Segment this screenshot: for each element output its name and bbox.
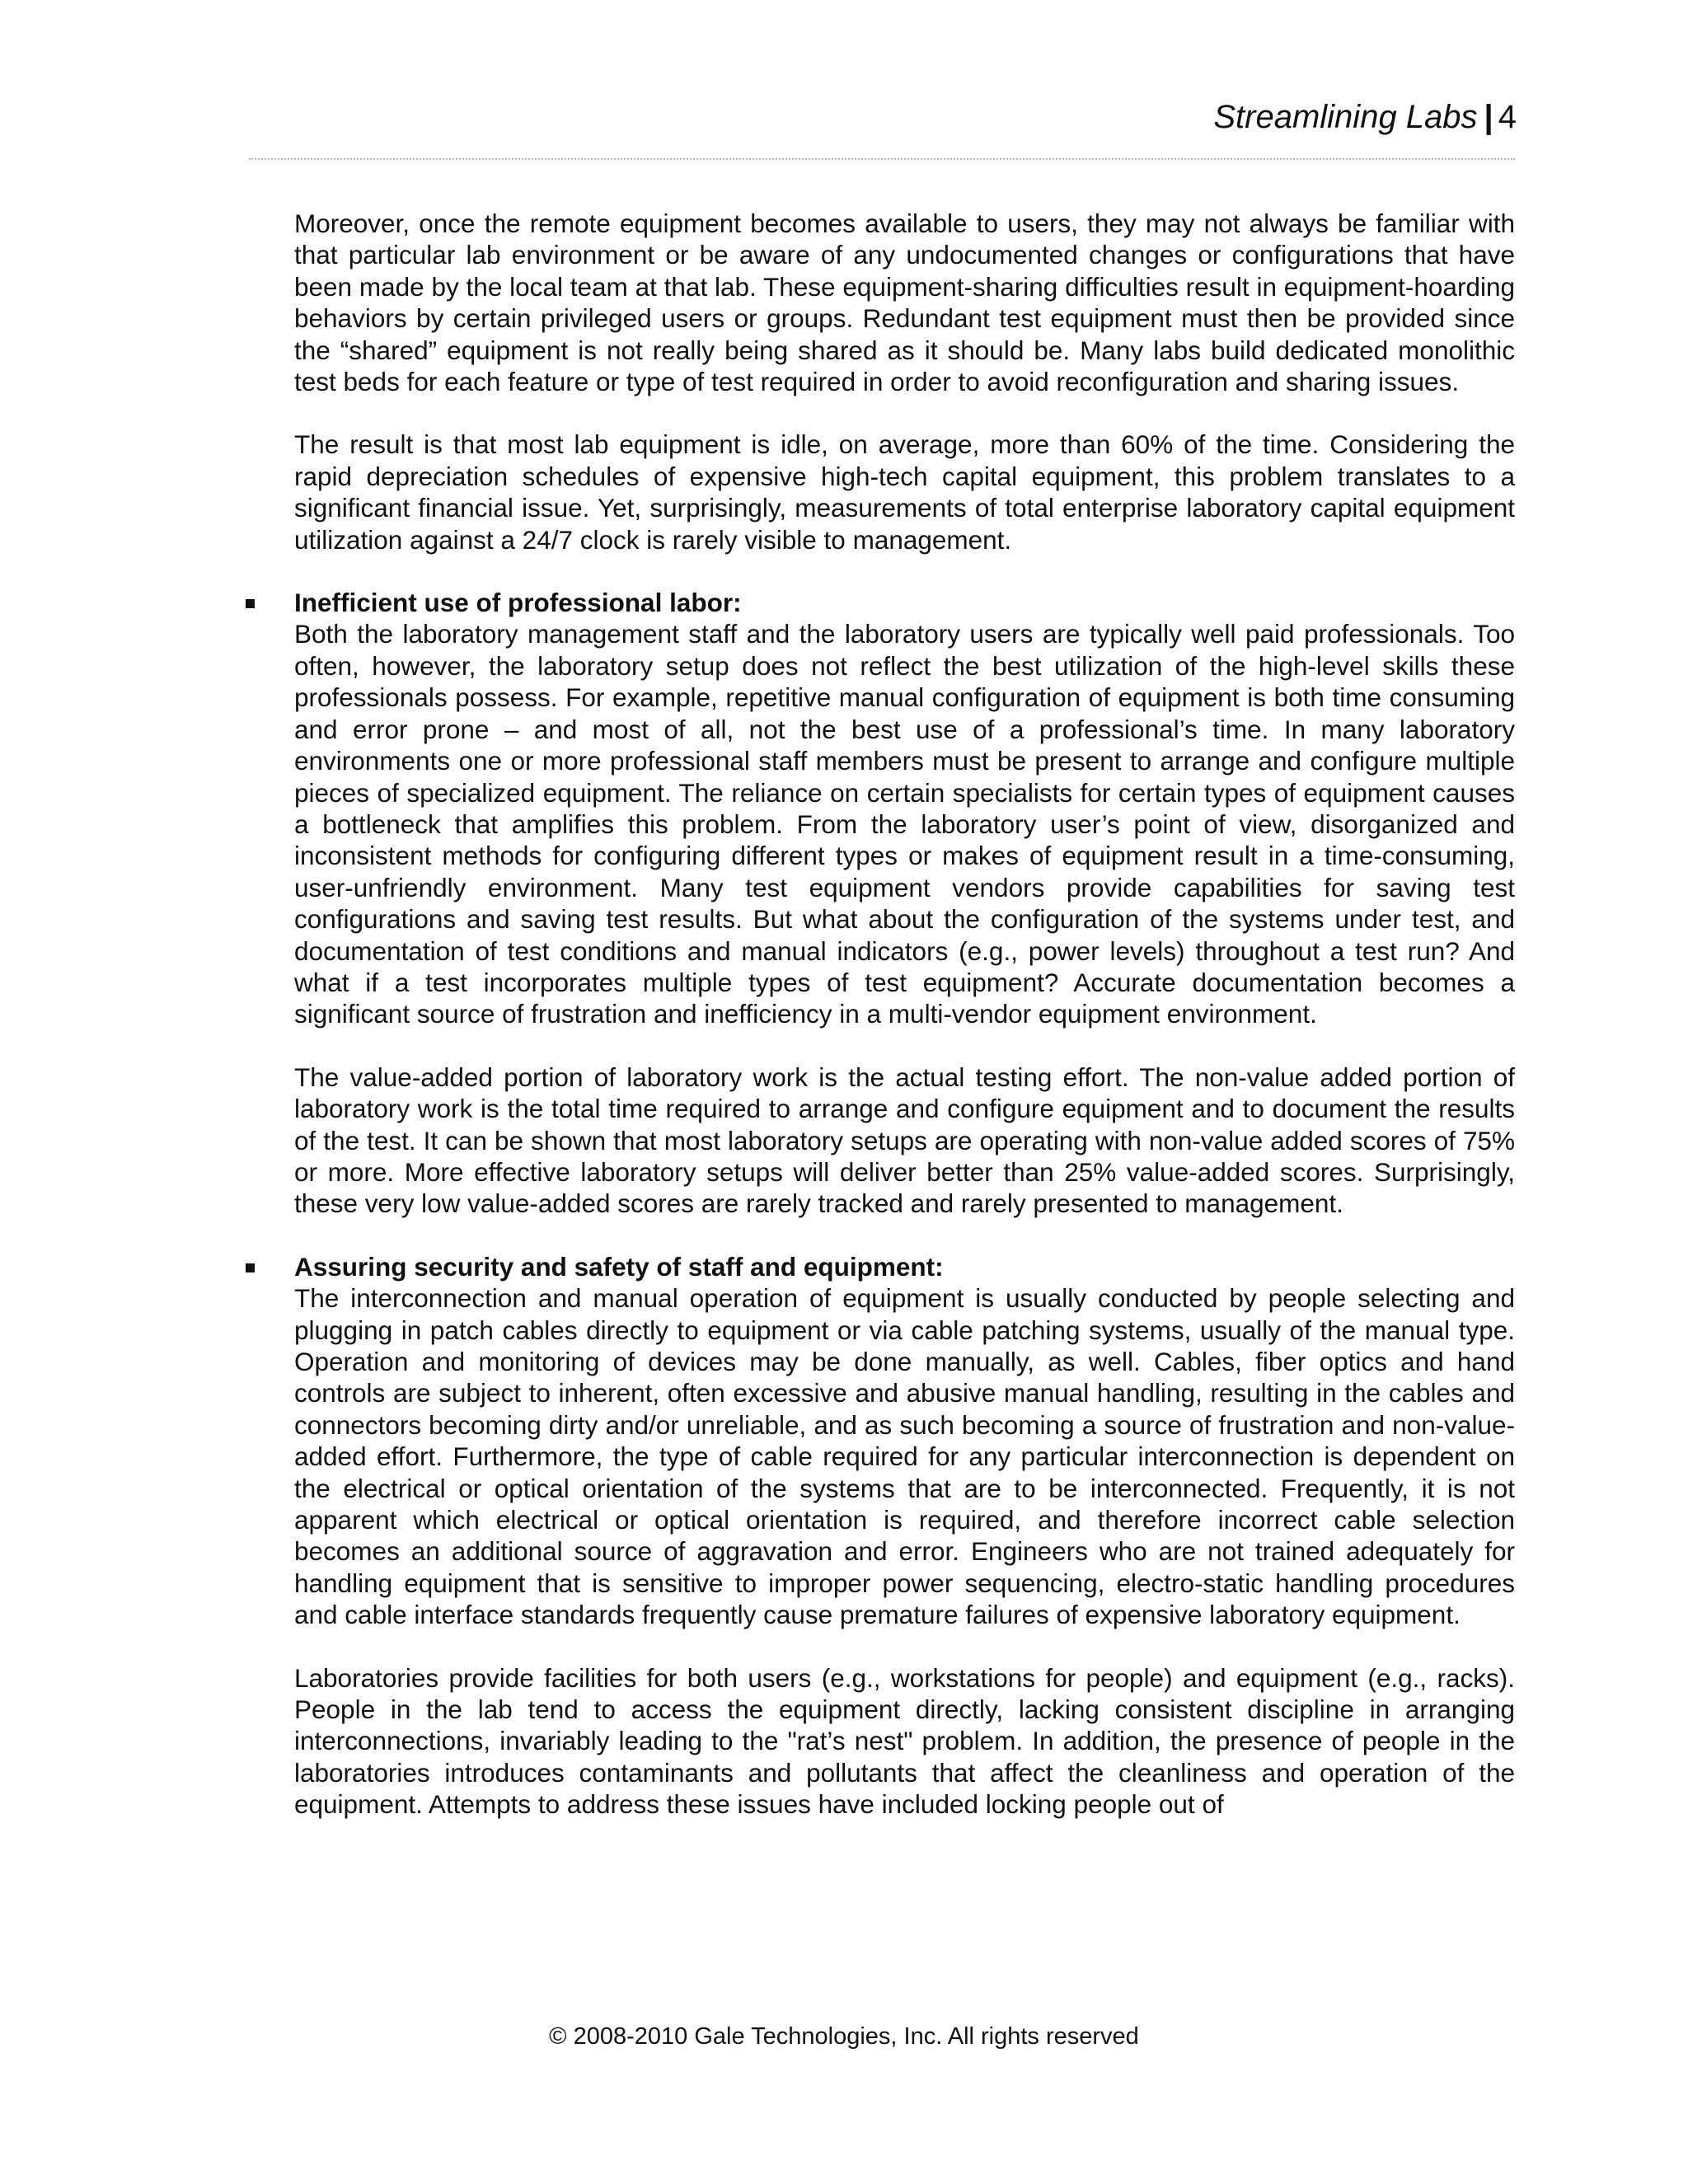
header-divider [249, 158, 1515, 160]
section-heading: Inefficient use of professional labor: [294, 588, 742, 618]
section-paragraph: The value-added portion of laboratory work is the actual testing effort. The non-value added portion of laboratory work is the total time required to arrange and configure equipment and to document the results of the test. It can be shown that most laboratory setups are operating with non-value added scores of 75% or more. More effective laboratory setups will deliver better than 25% value-added scores. Surprisingly, these very low value-added scores are rarely tracked and rarely presented to management. [294, 1062, 1515, 1219]
body-paragraph: The result is that most lab equipment is idle, on average, more than 60% of the time. Considering the rapid depreciation schedules of expensive high-tech capital equipment, this problem translates to a significant financial issue. Yet, surprisingly, measurements of total enterprise laboratory capital equipment utilization against a 24/7 clock is rarely visible to management. [294, 429, 1515, 555]
page-number: 4 [1498, 99, 1517, 135]
section-paragraph: Laboratories provide facilities for both users (e.g., workstations for people) and equipment (e.g., racks). People in the lab tend to access the equipment directly, lacking consistent discipline in arranging interconnections, invariably leading to the "rat’s nest" problem. In addition, the presence of people in the laboratories introduces contaminants and pollutants that affect the cleanliness and operation of the equipment. Attempts to address these issues have included locking people out of [294, 1662, 1515, 1820]
document-body [294, 208, 1515, 1852]
body-paragraph: Moreover, once the remote equipment becomes available to users, they may not always be familiar with that particular lab environment or be aware of any undocumented changes or configurations that have been made by the local team at that lab. These equipment-sharing difficulties result in equipment-hoarding behaviors by certain privileged users or groups. Redundant test equipment must then be provided since the “shared” equipment is not really being shared as it should be. Many labs build dedicated monolithic test beds for each feature or type of test required in order to avoid reconfiguration and sharing issues. [294, 209, 1515, 397]
bullet-section [294, 587, 1515, 1220]
header-separator: | [1484, 99, 1493, 135]
document-title: Streamlining Labs [1213, 99, 1478, 135]
section-paragraph: Both the laboratory management staff and the laboratory users are typically well paid professionals. Too often, however, the laboratory setup does not reflect the best utilization of the high-level skills these professionals possess. For example, repetitive manual configuration of equipment is both time consuming and error prone – and most of all, not the best use of a professional’s time. In many laboratory environments one or more professional staff members must be present to arrange and configure multiple pieces of specialized equipment. The reliance on certain specialists for certain types of equipment causes a bottleneck that amplifies this problem. From the laboratory user’s point of view, disorganized and inconsistent methods for configuring different types or makes of equipment result in a time-consuming, user-unfriendly environment. Many test equipment vendors provide capabilities for saving test configurations and saving test results. But what about the configuration of the systems under test, and documentation of test conditions and manual indicators (e.g., power levels) throughout a test run? And what if a test incorporates multiple types of test equipment? Accurate documentation becomes a significant source of frustration and inefficiency in a multi-vendor equipment environment. [294, 619, 1515, 1029]
square-bullet-icon [246, 1263, 255, 1272]
page-footer: © 2008-2010 Gale Technologies, Inc. All rights reserved [549, 2023, 1139, 2050]
page-header [1213, 97, 1517, 137]
section-paragraph: The interconnection and manual operation of equipment is usually conducted by people selecting and plugging in patch cables directly to equipment or via cable patching systems, usually of the manual type. Operation and monitoring of devices may be done manually, as well. Cables, fiber optics and hand controls are subject to inherent, often excessive and abusive manual handling, resulting in the cables and connectors becoming dirty and/or unreliable, and as such becoming a source of frustration and non-value-added effort. Furthermore, the type of cable required for any particular interconnection is dependent on the electrical or optical orientation of the systems that are to be interconnected. Frequently, it is not apparent which electrical or optical orientation is required, and therefore incorrect cable selection becomes an additional source of aggravation and error. Engineers who are not trained adequately for handling equipment that is sensitive to improper power sequencing, electro-static handling procedures and cable interface standards frequently cause premature failures of expensive laboratory equipment. [294, 1283, 1515, 1630]
bullet-section [294, 1251, 1515, 1821]
square-bullet-icon [246, 599, 255, 608]
section-heading: Assuring security and safety of staff and equipment: [294, 1251, 944, 1282]
